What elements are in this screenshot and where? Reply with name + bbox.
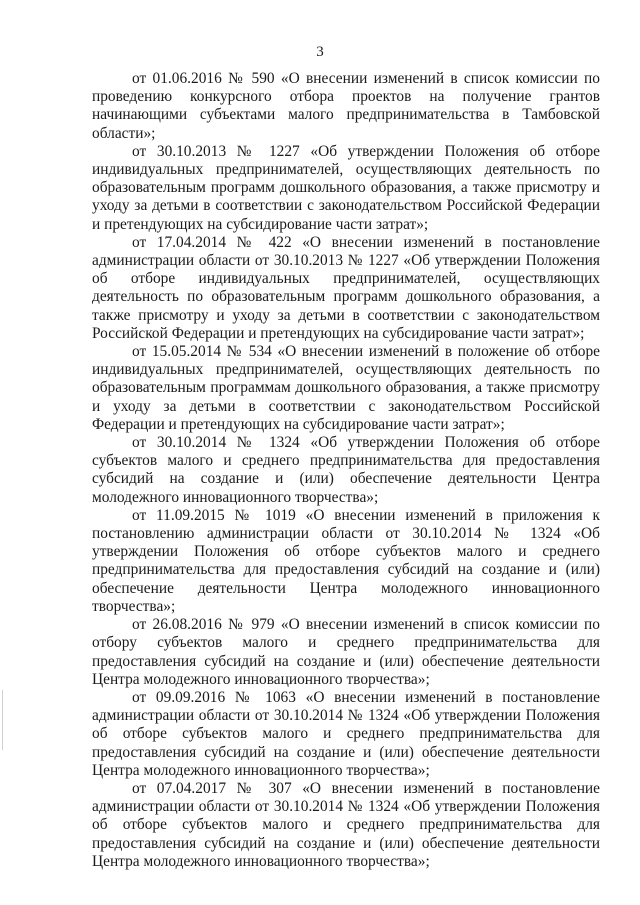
page-number: 3 (316, 44, 324, 60)
list-item: от 30.10.2014 № 1324 «Об утверждении Положения об отборе субъектов малого и среднего предпринимательства для предоставления субсидий на создание и (или) обеспечение деятельности Центра молодежного инновационного творчества»; (92, 434, 600, 506)
list-item: от 30.10.2013 № 1227 «Об утверждении Положения об отборе индивидуальных предпринимателей, осуществляющих деятельность по образовательным программ дошкольного образования, а также присмотру и уходу за детьми в соответствии с законодательством Российской Федерации и претендующих на субсидирование части затрат»; (92, 142, 600, 233)
list-item: от 07.04.2017 № 307 «О внесении изменений в постановление администрации области от 30.10.2014 № 1324 «Об утверждении Положения об отборе субъектов малого и среднего предпринимательства для предоставления субсидий на создание и (или) обеспечение деятельности Центра молодежного инновационного творчества»; (92, 779, 600, 870)
list-item: от 17.04.2014 № 422 «О внесении изменений в постановление администрации области от 30.10.2013 № 1227 «Об утверждении Положения об отборе индивидуальных предпринимателей, осуществляющих деятельность по образовательным программ дошкольного образования, а также присмотру и уходу за детьми в соответствии с законодательством Российской Федерации и претендующих на субсидирование части затрат»; (92, 233, 600, 342)
list-item: от 26.08.2016 № 979 «О внесении изменений в список комиссии по отбору субъектов малого и среднего предпринимательства для предоставления субсидий на создание и (или) обеспечение деятельности Центра молодежного инновационного творчества»; (92, 616, 600, 688)
list-item: от 11.09.2015 № 1019 «О внесении изменений в приложения к постановлению администрации области от 30.10.2014 № 1324 «Об утверждении Положения об отборе субъектов малого и среднего предпринимательства для предоставления субсидий на создание и (или) обеспечение деятельности Центра молодежного инновационного творчества»; (92, 506, 600, 615)
list-item: от 15.05.2014 № 534 «О внесении изменений в положение об отборе индивидуальных предпринимателей, осуществляющих деятельность по образовательным программам дошкольного образования, а также присмотру и уходу за детьми в соответствии с законодательством Российской Федерации и претендующих на субсидирование части затрат»; (92, 343, 600, 433)
list-item: от 09.09.2016 № 1063 «О внесении изменений в постановление администрации области от 30.10.2014 № 1324 «Об утверждении Положения об отборе субъектов малого и среднего предпринимательства для предоставления субсидий на создание и (или) обеспечение деятельности Центра молодежного инновационного творчества»; (92, 688, 600, 779)
list-item: от 01.06.2016 № 590 «О внесении изменений в список комиссии по проведению конкурсного отбора проектов на получение грантов начинающими субъектами малого предпринимательства в Тамбовской области»; (92, 70, 600, 142)
document-body (92, 70, 600, 871)
scan-margin-mark (2, 690, 3, 750)
